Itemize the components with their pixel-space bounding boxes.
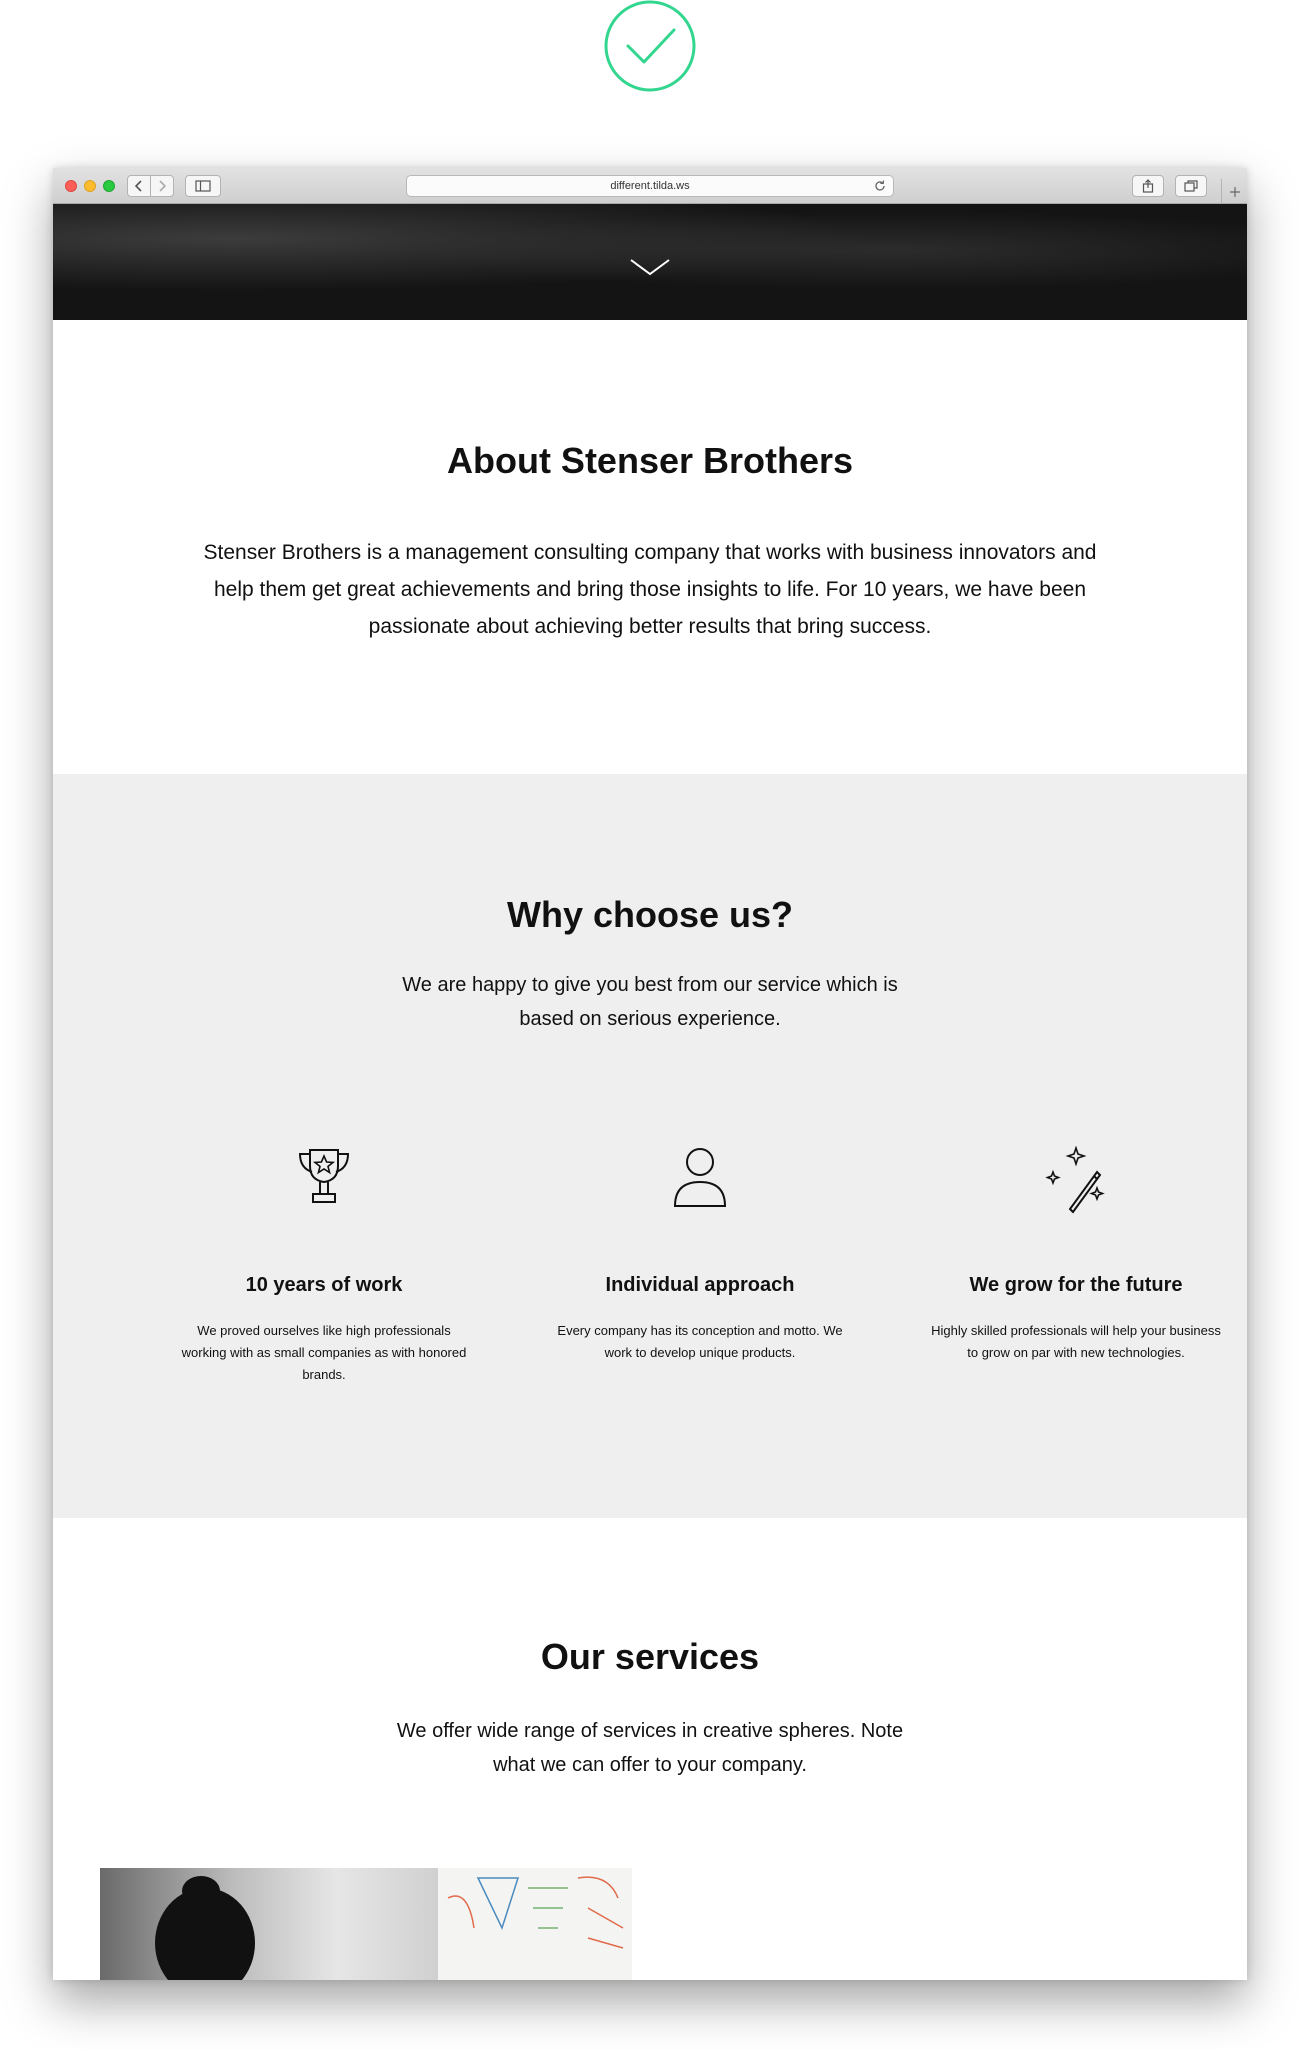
zoom-window-button[interactable]: [103, 180, 115, 192]
feature-card-approach: [550, 1146, 850, 1360]
about-title: About Stenser Brothers: [446, 440, 854, 481]
sidebar-toggle-button[interactable]: [185, 175, 221, 197]
services-description: [350, 1714, 950, 1782]
about-section: [53, 320, 1247, 774]
why-description: [350, 968, 950, 1036]
checkmark-circle-icon: [604, 0, 696, 92]
feature-text-line: to grow on par with new technologies.: [967, 1345, 1185, 1360]
sidebar-icon: [195, 180, 211, 192]
browser-window: [53, 168, 1247, 1980]
forward-button[interactable]: [150, 175, 174, 197]
browser-toolbar: [53, 168, 1247, 204]
feature-card-experience: [174, 1146, 474, 1382]
about-description: [153, 534, 1147, 645]
why-title: Why choose us?: [506, 894, 794, 935]
person-icon: [670, 1146, 730, 1208]
services-line: We offer wide range of services in creative spheres. Note: [396, 1720, 904, 1742]
back-button[interactable]: [127, 175, 151, 197]
reload-icon[interactable]: [873, 179, 887, 193]
about-line: passionate about achieving better results that bring success.: [368, 615, 932, 638]
feature-text-line: Every company has its conception and motto. We: [557, 1323, 843, 1338]
feature-text-line: work to develop unique products.: [604, 1345, 796, 1360]
feature-text-line: brands.: [302, 1367, 346, 1382]
about-line: Stenser Brothers is a management consulting company that works with business innovators and: [203, 541, 1097, 564]
hero-banner: [53, 204, 1247, 320]
feature-text-line: Highly skilled professionals will help your business: [931, 1323, 1221, 1338]
feature-title: 10 years of work: [245, 1274, 403, 1296]
new-tab-button[interactable]: [1221, 179, 1247, 204]
services-line: what we can offer to your company.: [493, 1754, 807, 1776]
feature-card-future: [926, 1146, 1226, 1360]
feature-text: [550, 1320, 850, 1364]
why-section: [53, 774, 1247, 1518]
about-line: help them get great achievements and bring those insights to life. For 10 years, we have been: [213, 578, 1086, 601]
close-window-button[interactable]: [65, 180, 77, 192]
feature-text-line: We proved ourselves like high professionals: [197, 1323, 451, 1338]
chevron-left-icon: [135, 180, 143, 192]
feature-text-line: working with as small companies as with honored: [181, 1345, 467, 1360]
chevron-down-icon[interactable]: [627, 254, 673, 280]
address-bar[interactable]: [406, 175, 894, 197]
share-button[interactable]: [1132, 175, 1164, 197]
trophy-icon: [294, 1146, 354, 1208]
office-photo-background: [100, 1868, 438, 1980]
feature-title: Individual approach: [605, 1274, 795, 1296]
feature-text: [926, 1320, 1226, 1364]
feature-text: [174, 1320, 474, 1386]
url-text: different.tilda.ws: [610, 180, 690, 192]
magic-wand-icon: [1041, 1146, 1111, 1216]
services-photo: [100, 1868, 632, 1980]
tabs-overview-button[interactable]: [1175, 175, 1207, 197]
feature-title: We grow for the future: [969, 1274, 1183, 1296]
tabs-icon: [1184, 180, 1198, 192]
share-icon: [1142, 179, 1154, 193]
chevron-right-icon: [158, 180, 166, 192]
why-line: based on serious experience.: [519, 1008, 781, 1030]
minimize-window-button[interactable]: [84, 180, 96, 192]
why-line: We are happy to give you best from our service which is: [402, 974, 898, 996]
whiteboard-drawing: [438, 1868, 632, 1980]
services-section: [53, 1518, 1247, 1980]
services-title: Our services: [540, 1636, 760, 1677]
whiteboard-photo: [438, 1868, 632, 1980]
plus-icon: [1230, 187, 1240, 197]
